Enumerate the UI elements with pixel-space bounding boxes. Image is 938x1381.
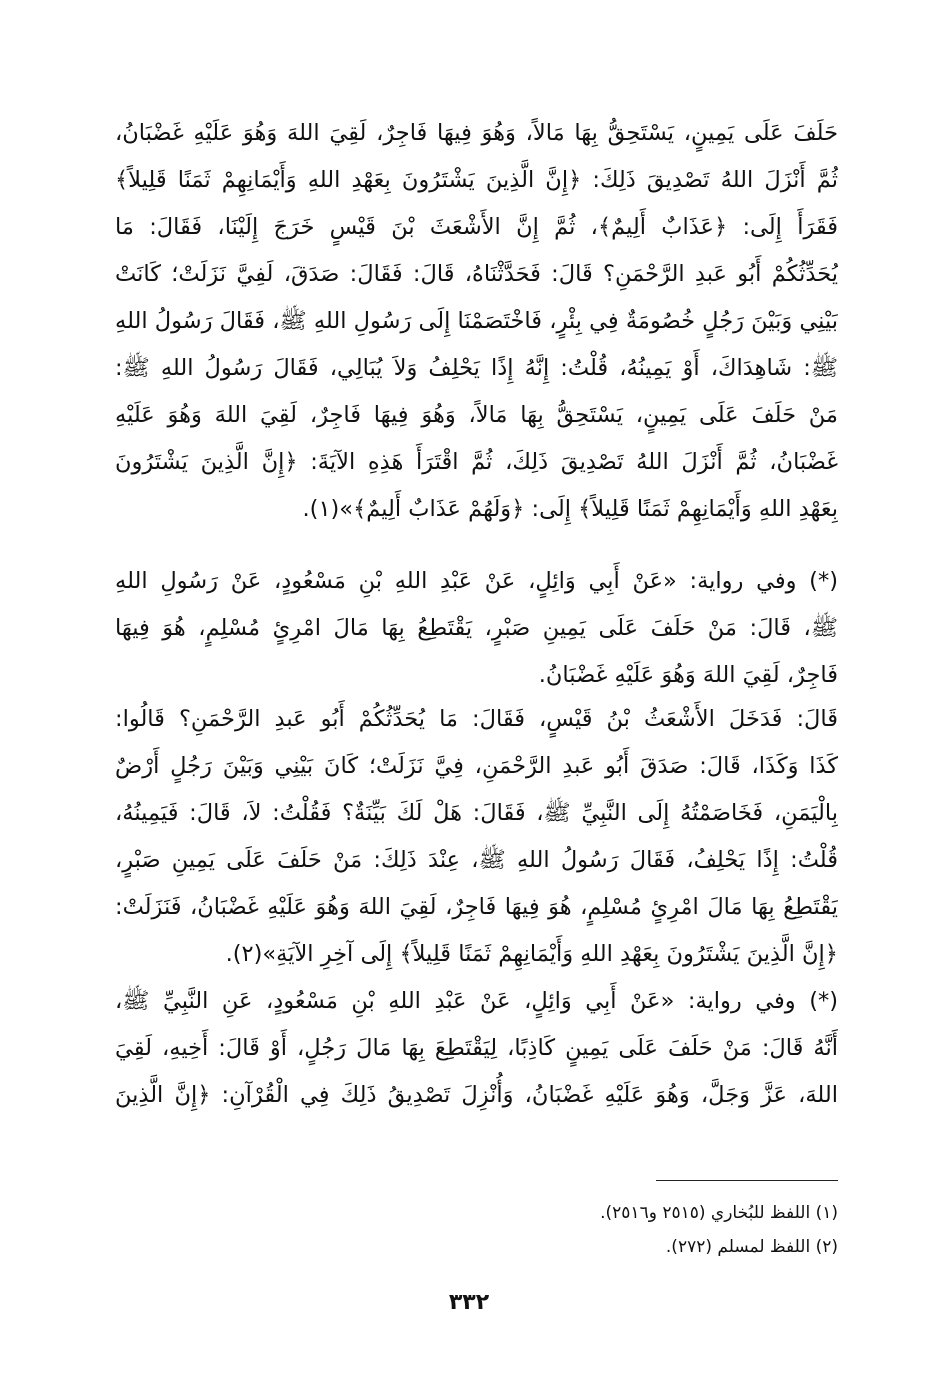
text-line: فَقَرَأَ إِلَى: ﴿عَذَابٌ أَلِيمٌ﴾، ثُمَّ إِنَّ الأَشْعَثَ بْنَ قَيْسٍ خَرَجَ إِلَيْنَا، فَقَالَ: مَا [115,214,838,240]
text-line: بِالْيَمَنِ، فَخَاصَمْتُهُ إِلَى النَّبِيِّ ﷺ، فَقَالَ: هَلْ لَكَ بَيِّنَةٌ؟ فَقُلْتُ: لاَ، قَالَ: فَيَمِينُهُ، [115,800,838,826]
text-line: كَذَا وَكَذَا، قَالَ: صَدَقَ أَبُو عَبدِ الرَّحْمَنِ، فِيَّ نَزَلَتْ؛ كَانَ بَيْنِي وَبَيْنَ رَجُلٍ أَرْضٌ [115,753,838,779]
text-line: ثُمَّ أَنْزَلَ اللهُ تَصْدِيقَ ذَلِكَ: ﴿إِنَّ الَّذِينَ يَشْتَرُونَ بِعَهْدِ اللهِ وَأَيْمَانِهِمْ ثَمَنًا قَلِيلاً﴾ [115,167,838,193]
text-line: ﴿إِنَّ الَّذِينَ يَشْتَرُونَ بِعَهْدِ اللهِ وَأَيْمَانِهِمْ ثَمَنًا قَلِيلاً﴾ إِلَى آخِرِ الآيَةِ»(٢). [225,941,838,967]
text-line: (*) وفي رواية: «عَنْ أَبِي وَائِلٍ، عَنْ عَبْدِ اللهِ بْنِ مَسْعُودٍ، عَنْ رَسُولِ اللهِ [115,568,838,594]
text-line: ﷺ، قَالَ: مَنْ حَلَفَ عَلَى يَمِينِ صَبْرٍ، يَقْتَطِعُ بِهَا مَالَ امْرِئٍ مُسْلِمٍ، هُوَ فِيهَا [115,615,838,641]
text-line: قَالَ: فَدَخَلَ الأَشْعَثُ بْنُ قَيْسٍ، فَقَالَ: مَا يُحَدِّثُكُمْ أَبُو عَبدِ الرَّحْمَنِ؟ قَالُوا: [115,706,838,732]
text-line: حَلَفَ عَلَى يَمِينٍ، يَسْتَحِقُّ بِهَا مَالاً، وَهُوَ فِيهَا فَاجِرٌ، لَقِيَ اللهَ وَهُوَ عَلَيْهِ غَضْبَانُ، [115,120,838,146]
text-line: ﷺ: شَاهِدَاكَ، أَوْ يَمِينُهُ، قُلْتُ: إِنَّهُ إِذًا يَحْلِفُ وَلاَ يُبَالِي، فَقَالَ رَسُولُ اللهِ ﷺ: [115,355,838,381]
paragraph-1 [115,110,838,533]
paragraph-2 [115,558,838,699]
paragraph-4 [115,978,838,1119]
text-line: اللهَ، عَزَّ وَجَلَّ، وَهُوَ عَلَيْهِ غَضْبَانُ، وَأُنْزِلَ تَصْدِيقُ ذَلِكَ فِي الْقُرْآنِ: ﴿إِنَّ الَّذِينَ [115,1082,838,1108]
paragraph-3 [115,696,838,978]
text-line: بَيْنِي وَبَيْنَ رَجُلٍ خُصُومَةٌ فِي بِئْرٍ، فَاخْتَصَمْنَا إِلَى رَسُولِ اللهِ ﷺ، فَقَالَ رَسُولُ اللهِ [115,308,838,334]
text-line: قُلْتُ: إِذًا يَحْلِفُ، فَقَالَ رَسُولُ اللهِ ﷺ، عِنْدَ ذَلِكَ: مَنْ حَلَفَ عَلَى يَمِينِ صَبْرٍ، [115,847,838,873]
footnote-separator [656,1180,838,1181]
page-number: ٣٣٢ [448,1290,490,1315]
text-line: غَضْبَانُ، ثُمَّ أَنْزَلَ اللهُ تَصْدِيقَ ذَلِكَ، ثُمَّ اقْتَرَأَ هَذِهِ الآيَةَ: ﴿إِنَّ الَّذِينَ يَشْتَرُونَ [115,449,838,475]
footnotes [115,1196,838,1264]
footnote-1: (١) اللفظ للبُخاري (٢٥١٥ و٢٥١٦). [600,1203,838,1223]
text-line: (*) وفي رواية: «عَنْ أَبِي وَائِلٍ، عَنْ عَبْدِ اللهِ بْنِ مَسْعُودٍ، عَنِ النَّبِيِّ ﷺ، [115,988,838,1014]
text-line: بِعَهْدِ اللهِ وَأَيْمَانِهِمْ ثَمَنًا قَلِيلاً﴾ إِلَى: ﴿وَلَهُمْ عَذَابٌ أَلِيمٌ﴾»(١). [302,496,838,522]
text-line: يَقْتَطِعُ بِهَا مَالَ امْرِئٍ مُسْلِمٍ، هُوَ فِيهَا فَاجِرٌ، لَقِيَ اللهَ وَهُوَ عَلَيْهِ غَضْبَانُ، فَنَزَلَتْ: [115,894,838,920]
text-line: مَنْ حَلَفَ عَلَى يَمِينٍ، يَسْتَحِقُّ بِهَا مَالاً، وَهُوَ فِيهَا فَاجِرٌ، لَقِيَ اللهَ وَهُوَ عَلَيْهِ [115,402,838,428]
text-line: أَنَّهُ قَالَ: مَنْ حَلَفَ عَلَى يَمِينٍ كَاذِبًا، لِيَقْتَطِعَ بِهَا مَالَ رَجُلٍ، أَوْ قَالَ: أَخِيهِ، لَقِيَ [115,1035,838,1061]
footnote-2: (٢) اللفظ لمسلم (٢٧٢). [665,1237,838,1257]
text-line: يُحَدِّثُكُمْ أَبُو عَبدِ الرَّحْمَنِ؟ قَالَ: فَحَدَّثْنَاهُ، قَالَ: فَقَالَ: صَدَقَ، لَفِيَّ نَزَلَتْ؛ كَانَتْ [115,261,838,287]
text-line: فَاجِرٌ، لَقِيَ اللهَ وَهُوَ عَلَيْهِ غَضْبَانُ. [538,662,838,688]
